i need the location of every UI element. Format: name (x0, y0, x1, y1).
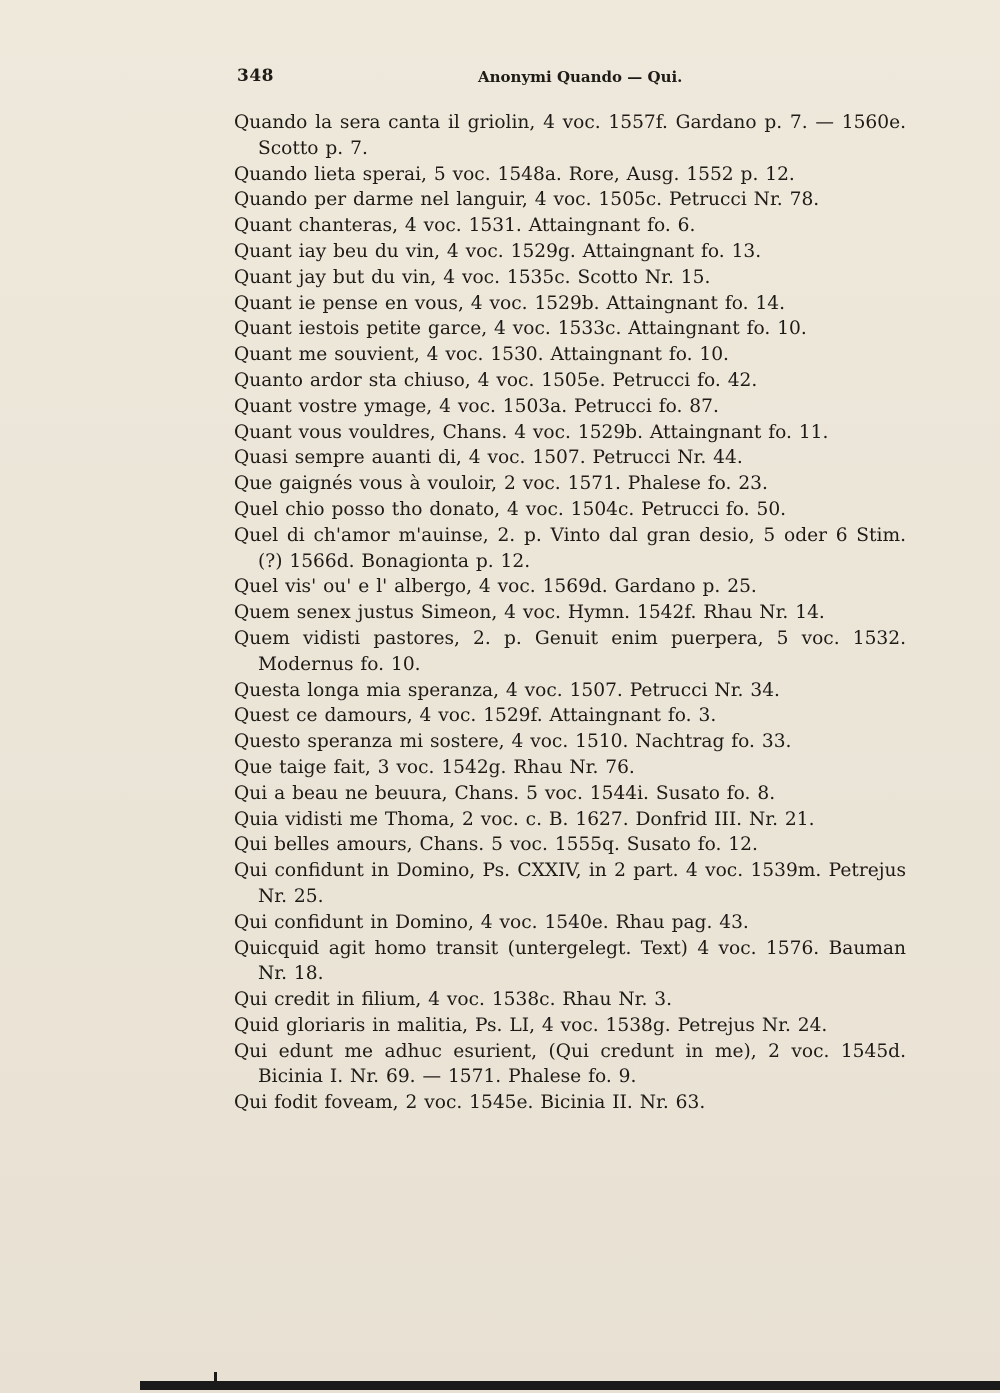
catalog-entry: Quel chio posso tho donato, 4 voc. 1504c. Petrucci fo. 50. (234, 498, 787, 520)
catalog-entry: Qui fodit foveam, 2 voc. 1545e. Bicinia II. Nr. 63. (234, 1092, 706, 1114)
catalog-entry: Quant ie pense en vous, 4 voc. 1529b. Attaingnant fo. 14. (234, 292, 786, 314)
catalog-entry: Qui a beau ne beuura, Chans. 5 voc. 1544i. Susato fo. 8. (234, 782, 776, 804)
catalog-entry: Quant chanteras, 4 voc. 1531. Attaingnant fo. 6. (234, 215, 696, 237)
catalog-entry: Qui confidunt in Domino, Ps. CXXIV, in 2 part. 4 voc. 1539m. Petrejus Nr. 25. (234, 860, 906, 907)
page-number: 348 (237, 66, 274, 86)
catalog-entry: Quasi sempre auanti di, 4 voc. 1507. Petrucci Nr. 44. (234, 447, 743, 469)
catalog-entry: Quant vous vouldres, Chans. 4 voc. 1529b. Attaingnant fo. 11. (234, 421, 829, 443)
catalog-entry: Quando la sera canta il griolin, 4 voc. 1557f. Gardano p. 7. — 1560e. Scotto p. 7. (234, 112, 906, 159)
catalog-entry: Quid gloriaris in malitia, Ps. LI, 4 voc. 1538g. Petrejus Nr. 24. (234, 1014, 828, 1036)
page-header (237, 66, 907, 94)
catalog-entry: Quant vostre ymage, 4 voc. 1503a. Petrucci fo. 87. (234, 395, 719, 417)
catalog-entry: Que gaignés vous à vouloir, 2 voc. 1571. Phalese fo. 23. (234, 473, 768, 495)
catalog-entry: Questa longa mia speranza, 4 voc. 1507. Petrucci Nr. 34. (234, 679, 780, 701)
catalog-entry: Quicquid agit homo transit (untergelegt. Text) 4 voc. 1576. Bauman Nr. 18. (234, 937, 906, 985)
catalog-entry-list (234, 110, 906, 1116)
catalog-entry: Quest ce damours, 4 voc. 1529f. Attaingnant fo. 3. (234, 705, 717, 727)
catalog-entry: Quant iestois petite garce, 4 voc. 1533c. Attaingnant fo. 10. (234, 318, 807, 340)
catalog-entry: Qui belles amours, Chans. 5 voc. 1555q. Susato fo. 12. (234, 834, 758, 856)
catalog-entry: Que taige fait, 3 voc. 1542g. Rhau Nr. 76. (234, 756, 635, 778)
catalog-entry: Quando lieta sperai, 5 voc. 1548a. Rore, Ausg. 1552 p. 12. (234, 163, 795, 185)
catalog-entry: Questo speranza mi sostere, 4 voc. 1510. Nachtrag fo. 33. (234, 731, 792, 753)
catalog-entry: Qui confidunt in Domino, 4 voc. 1540e. Rhau pag. 43. (234, 911, 749, 933)
catalog-entry: Quando per darme nel languir, 4 voc. 1505c. Petrucci Nr. 78. (234, 189, 820, 211)
catalog-entry: Qui edunt me adhuc esurient, (Qui credunt in me), 2 voc. 1545d. Bicinia I. Nr. 69. — 1571. Phalese fo. 9. (234, 1040, 906, 1088)
catalog-entry: Quanto ardor sta chiuso, 4 voc. 1505e. Petrucci fo. 42. (234, 369, 758, 391)
scan-bottom-edge (140, 1381, 1000, 1390)
catalog-entry: Quia vidisti me Thoma, 2 voc. c. B. 1627. Donfrid III. Nr. 21. (234, 808, 815, 830)
catalog-entry: Quem senex justus Simeon, 4 voc. Hymn. 1542f. Rhau Nr. 14. (234, 602, 825, 624)
catalog-entry: Quant me souvient, 4 voc. 1530. Attaingnant fo. 10. (234, 344, 729, 366)
catalog-entry: Quel vis' ou' e l' albergo, 4 voc. 1569d. Gardano p. 25. (234, 576, 757, 598)
catalog-entry: Quem vidisti pastores, 2. p. Genuit enim puerpera, 5 voc. 1532. Modernus fo. 10. (234, 627, 906, 675)
running-head: Anonymi Quando — Qui. (478, 68, 683, 86)
catalog-entry: Qui credit in filium, 4 voc. 1538c. Rhau Nr. 3. (234, 989, 673, 1011)
catalog-entry: Quel di ch'amor m'auinse, 2. p. Vinto dal gran desio, 5 oder 6 Stim. (?) 1566d. Bonagionta p. 12. (234, 524, 906, 572)
catalog-entry: Quant jay but du vin, 4 voc. 1535c. Scotto Nr. 15. (234, 266, 711, 288)
catalog-entry: Quant iay beu du vin, 4 voc. 1529g. Attaingnant fo. 13. (234, 240, 762, 262)
